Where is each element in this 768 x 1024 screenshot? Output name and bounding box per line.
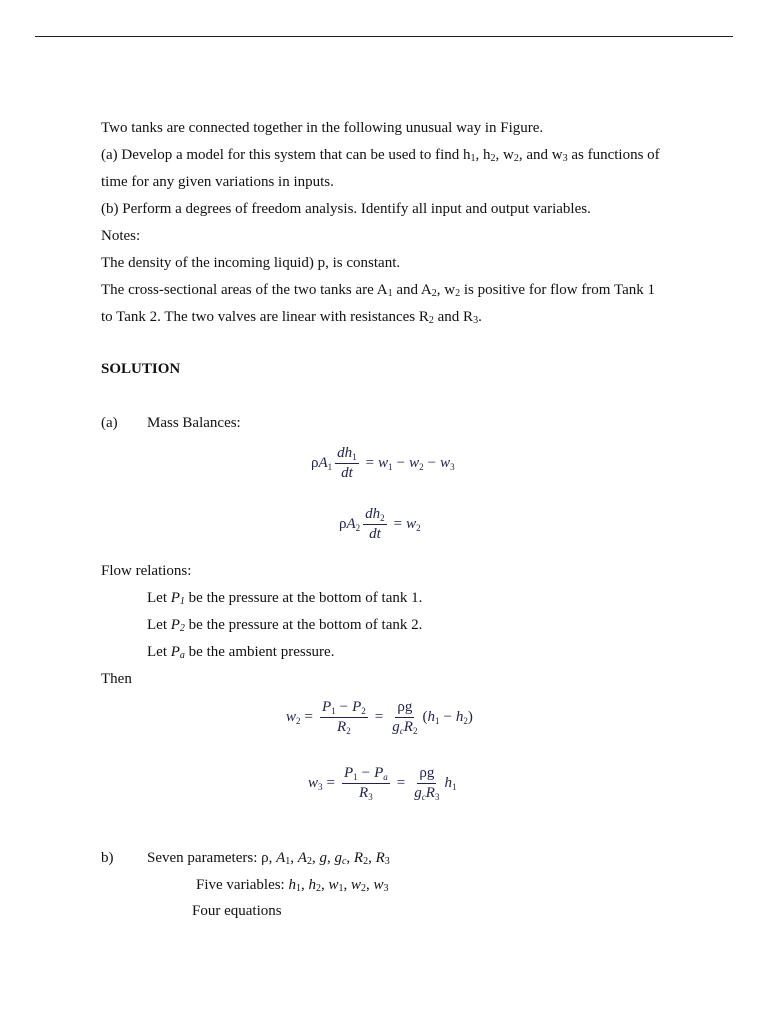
then-label: Then — [101, 671, 132, 687]
notes-label: Notes: — [101, 228, 141, 244]
let-p1-line: Let $P_1$ be the pressure at the bottom of tank 1. — [147, 590, 423, 607]
fraction-rho-g-over-gc-r3: $\frac{\rho g}{g_cR_3}$ — [414, 765, 440, 802]
mass-balances-line: (a) Mass Balances: — [101, 415, 241, 431]
solution-heading: SOLUTION — [101, 361, 181, 377]
fraction-p1-minus-p2-over-r2: $\frac{P_1 - P_2}{R_2}$ — [321, 699, 366, 736]
equation-flow-w3: $w_3$ = $\frac{P_1 - P_a}{R_3}$ = $\frac{\rho g}{g_cR_3}$ $h_1$ — [308, 765, 457, 802]
let-pa-line: Let $P_a$ be the ambient pressure. — [147, 644, 335, 661]
equation-mass-balance-tank2: $\rho A_2$ $\frac{dh_2}{dt}$ = $w_2$ — [339, 506, 421, 542]
header-rule — [35, 36, 733, 37]
equation-flow-w2: $w_2$ = $\frac{P_1 - P_2}{R_2}$ = $\frac{\rho g}{g_cR_2}$ ( $h_1$ − $h_2$ ) — [286, 699, 473, 736]
five-variables-line: Five variables: $h_1$, $h_2$, $w_1$, $w_2$, $w_3$ — [196, 877, 389, 894]
fraction-rho-g-over-gc-r2: $\frac{\rho g}{g_cR_2}$ — [392, 699, 418, 736]
note-areas-line2: to Tank 2. The two valves are linear with resistances $R_2$ and $R_3$. — [101, 309, 482, 326]
seven-parameters-line: b) Seven parameters: ρ, $A_1$, $A_2$, g, $g_c$, $R_2$, $R_3$ — [101, 850, 390, 867]
flow-relations-label: Flow relations: — [101, 563, 192, 579]
problem-part-a-line2: time for any given variations in inputs. — [101, 174, 334, 190]
problem-intro: Two tanks are connected together in the following unusual way in Figure. — [101, 120, 544, 136]
fraction-dh1-dt: $\frac{dh_1}{dt}$ — [337, 445, 357, 481]
problem-part-b: (b) Perform a degrees of freedom analysis. Identify all input and output variables. — [101, 201, 591, 217]
problem-part-a-line1: (a) Develop a model for this system that can be used to find $h_1$, $h_2$, $w_2$, and $w_3$ as functions of — [101, 147, 660, 164]
four-equations-line: Four equations — [192, 903, 282, 919]
fraction-p1-minus-pa-over-r3: $\frac{P_1 - P_a}{R_3}$ — [343, 765, 388, 802]
let-p2-line: Let $P_2$ be the pressure at the bottom of tank 2. — [147, 617, 423, 634]
note-areas-line1: The cross-sectional areas of the two tanks are $A_1$ and $A_2$, $w_2$ is positive for flow from Tank 1 — [101, 282, 655, 299]
equation-mass-balance-tank1: $\rho A_1$ $\frac{dh_1}{dt}$ = $w_1$ − $w_2$ − $w_3$ — [311, 445, 455, 481]
note-density: The density of the incoming liquid) p, is constant. — [101, 255, 401, 271]
fraction-dh2-dt: $\frac{dh_2}{dt}$ — [365, 506, 385, 542]
